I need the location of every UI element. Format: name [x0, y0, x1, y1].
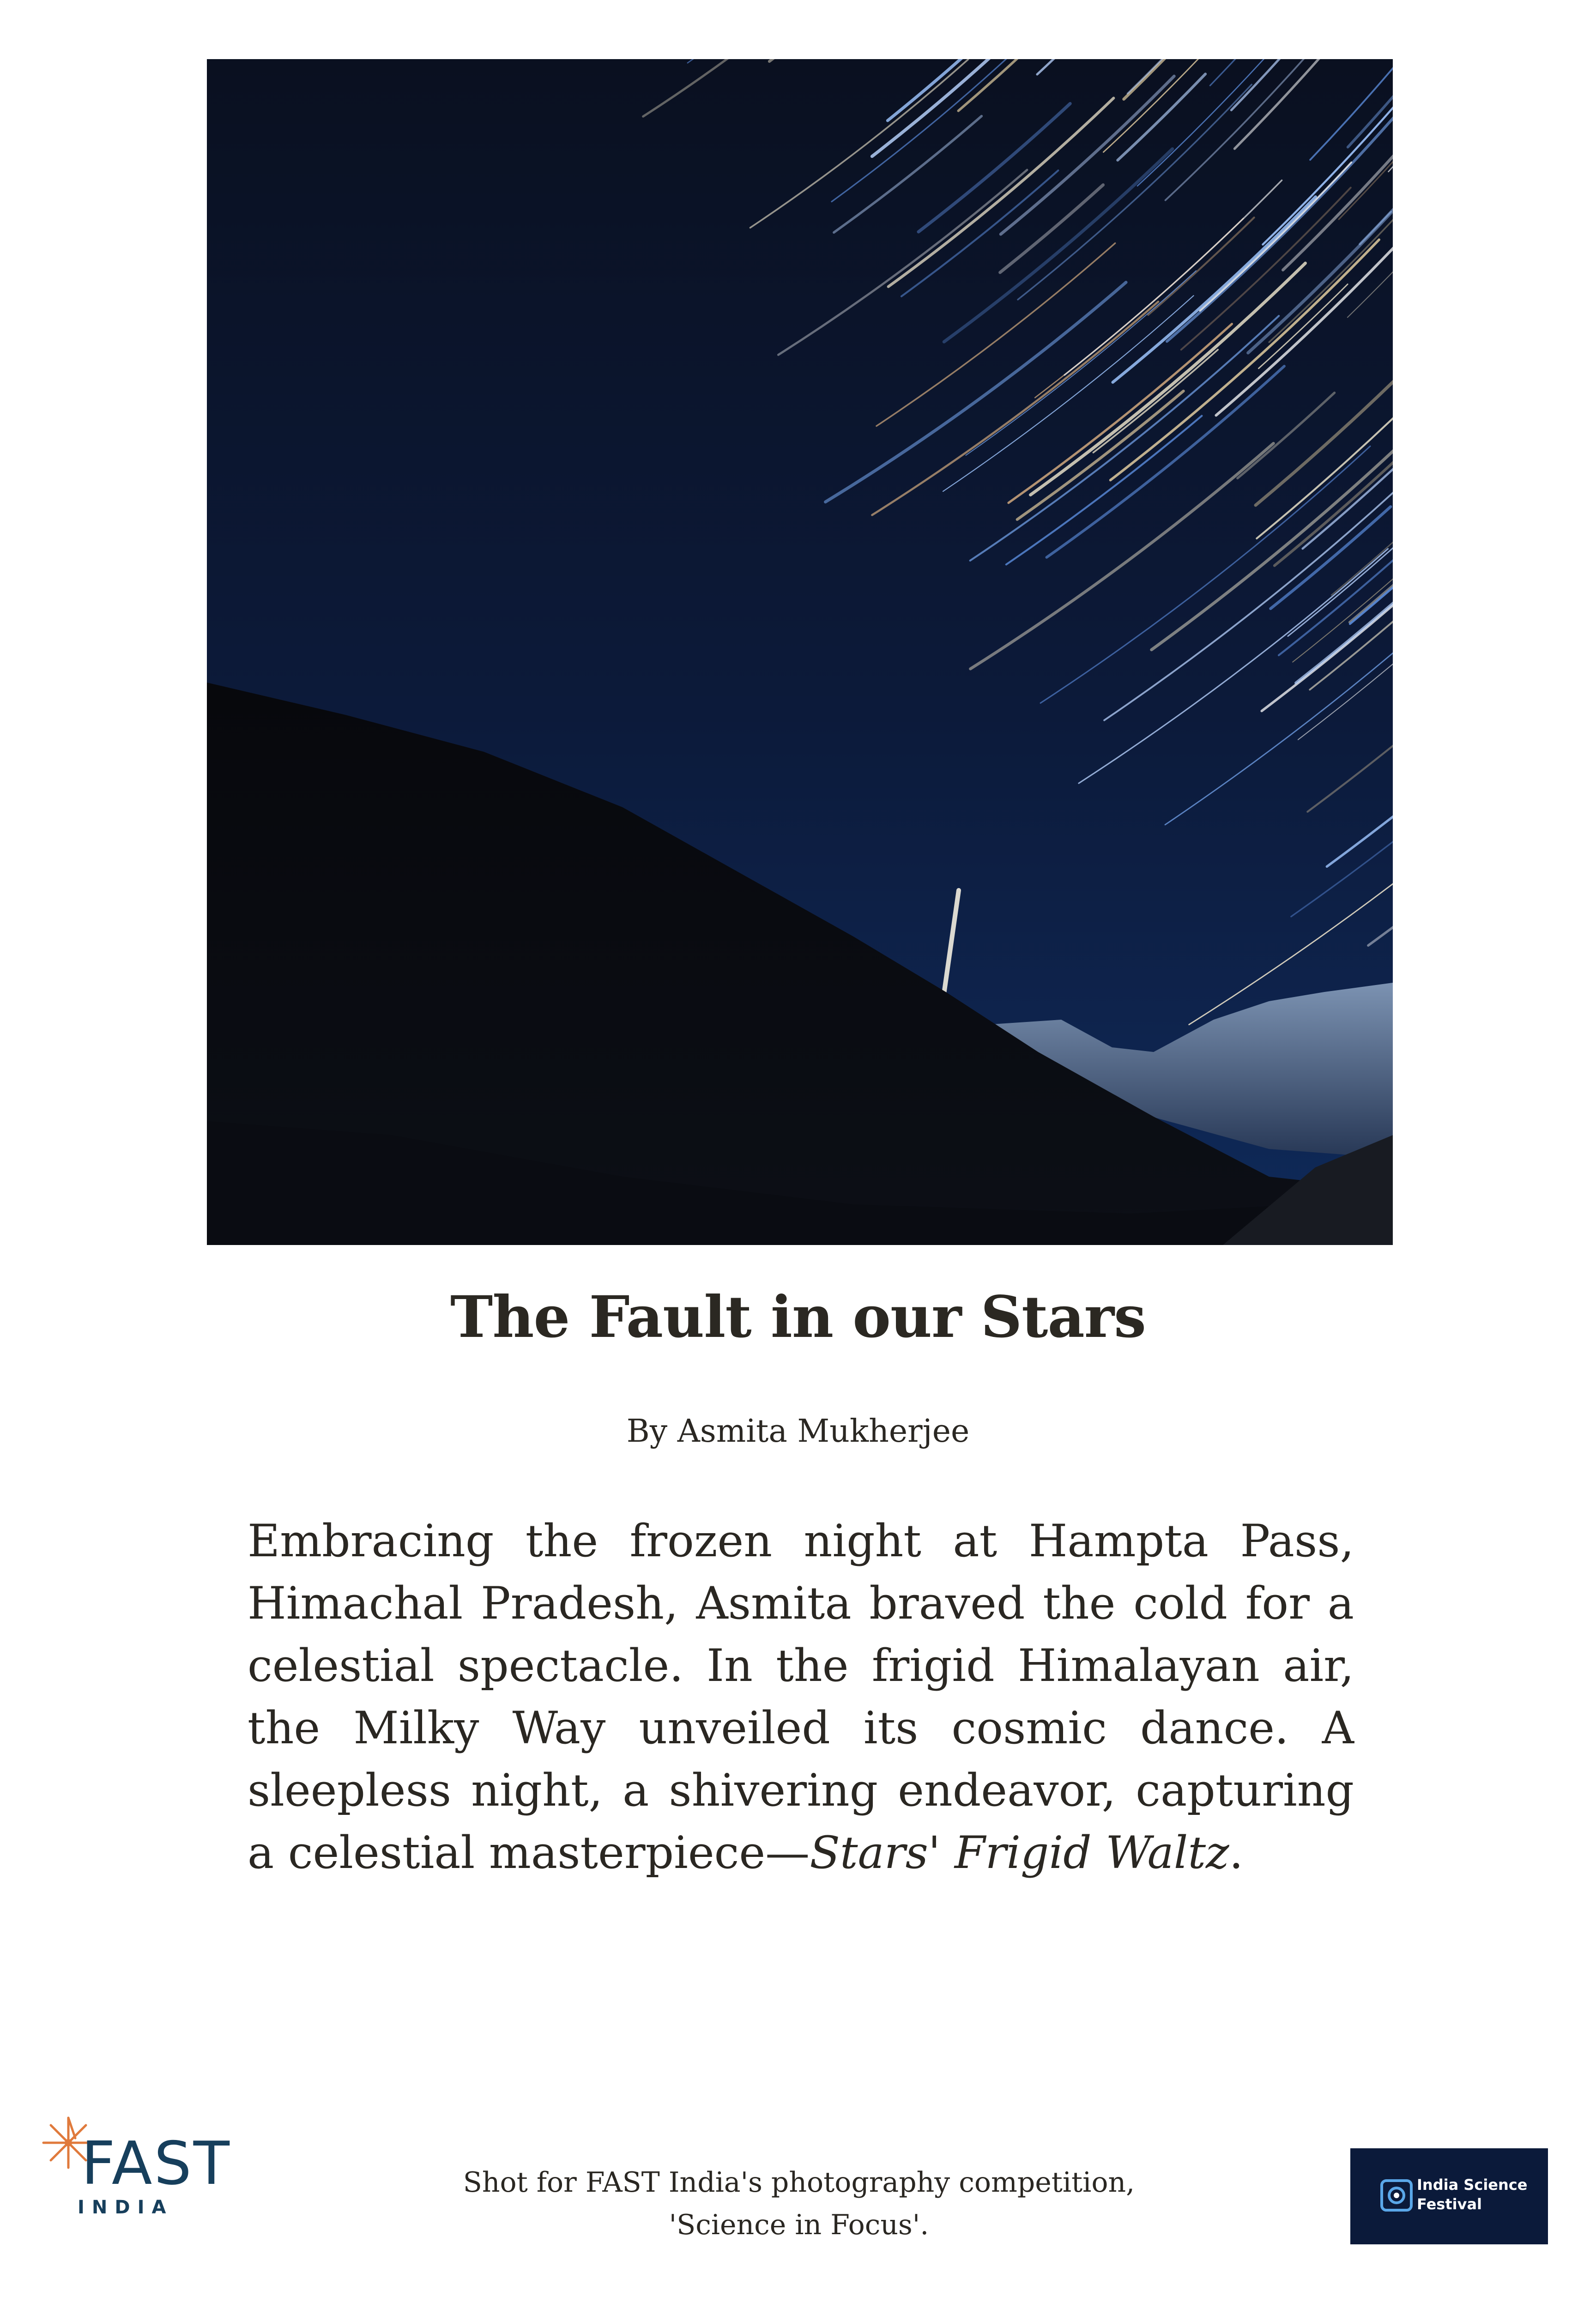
isf-line-2: Festival: [1417, 2195, 1482, 2213]
footer-note: [443, 2161, 1155, 2246]
fast-wordmark: FAST: [81, 2129, 231, 2198]
fast-india-logo: [41, 2115, 231, 2226]
description-text: Embracing the frozen night at Hampta Pass, Himachal Pradesh, Asmita braved the cold for a celestial spectacle. In the frigid Himalayan air, the Milky Way unveiled its cosmic dance. A sleepless night, a shivering endeavor, capturing a celestial masterpiece—: [248, 1515, 1354, 1879]
footer-line-2: 'Science in Focus'.: [669, 2209, 929, 2241]
india-wordmark: INDIA: [78, 2197, 174, 2218]
byline: By Asmita Mukherjee: [626, 1413, 970, 1450]
india-science-festival-logo: [1350, 2148, 1548, 2244]
page-title: The Fault in our Stars: [450, 1284, 1146, 1351]
festival-emblem-icon: [1380, 2179, 1413, 2212]
title-emphasis: Stars' Frigid Waltz: [810, 1827, 1229, 1879]
description-paragraph: [248, 1510, 1354, 1884]
description-end: .: [1229, 1827, 1244, 1879]
star-trail-photo: [207, 59, 1393, 1245]
footer-line-1: Shot for FAST India's photography competition,: [463, 2166, 1135, 2199]
isf-line-1: India Science: [1417, 2176, 1528, 2194]
